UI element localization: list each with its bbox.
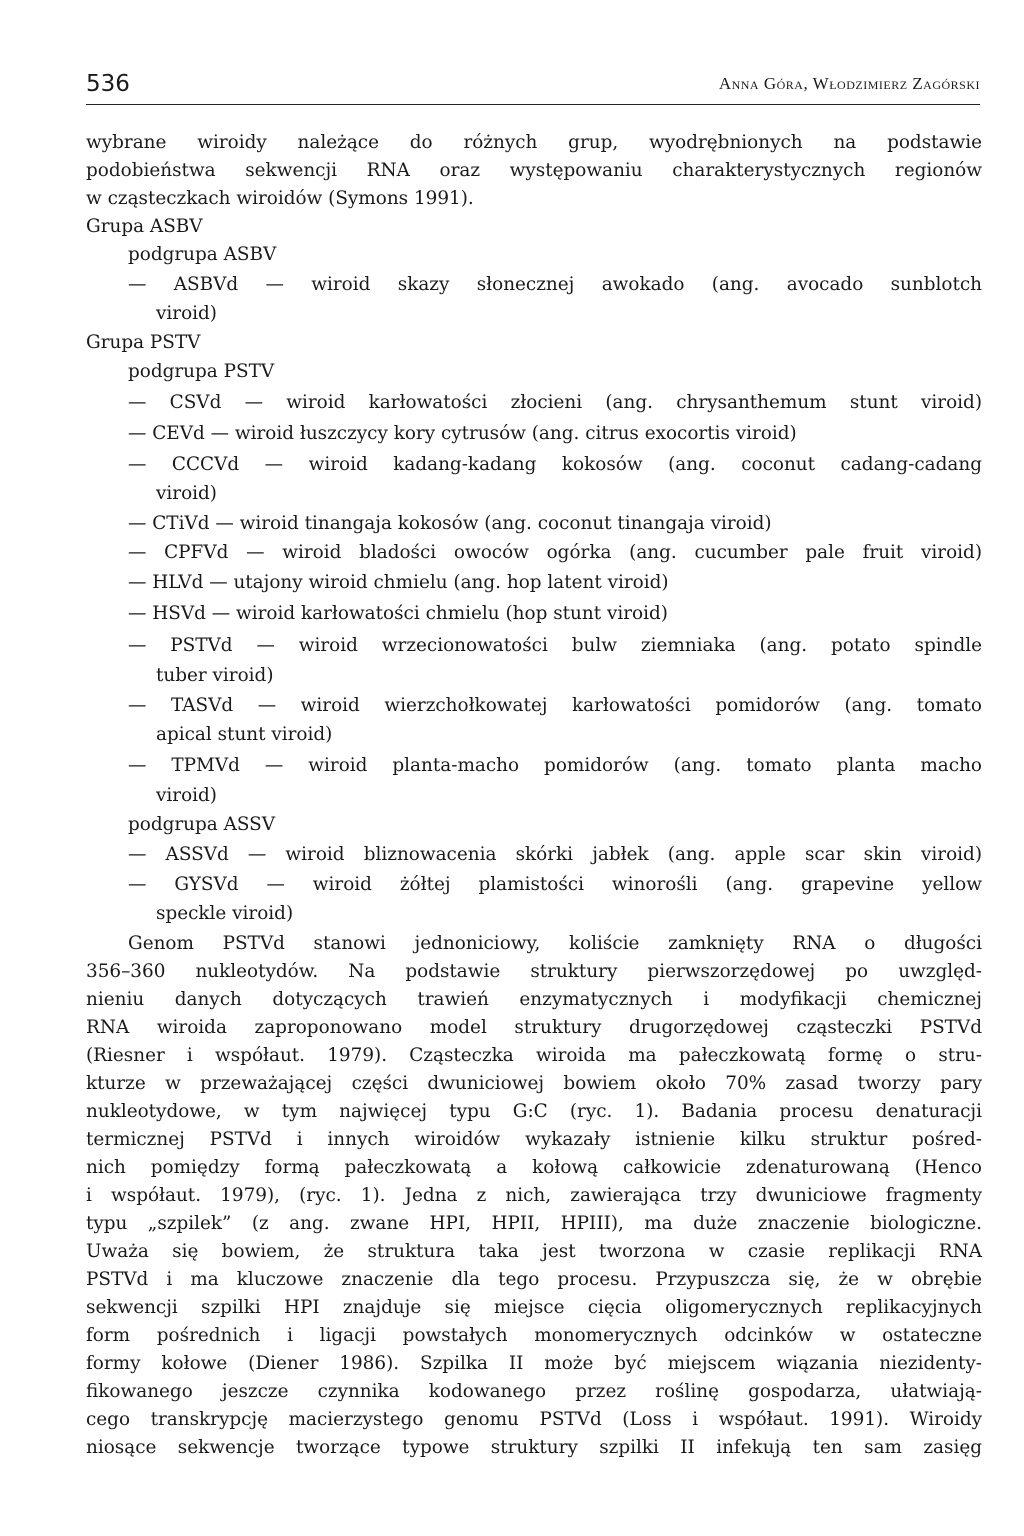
paragraph-line: niosące sekwencje tworzące typowe struktury szpilki II infekują ten sam zasięg <box>86 1437 982 1458</box>
paragraph-line: sekwencji szpilki HPI znajduje się miejsce cięcia oligomerycznych replikacyjnych <box>86 1297 982 1318</box>
paragraph-line: Genom PSTVd stanowi jednoniciowy, koliście zamknięty RNA o długości <box>128 933 982 954</box>
paragraph-line: PSTVd i ma kluczowe znaczenie dla tego procesu. Przypuszcza się, że w obrębie <box>86 1269 982 1290</box>
running-head-authors: Anna Góra, Włodzimierz Zagórski <box>718 74 980 93</box>
viroid-entry-cont: viroid) <box>156 303 217 324</box>
paragraph-line: nukleotydowe, w tym najwięcej typu G:C (ryc. 1). Badania procesu denaturacji <box>86 1101 982 1122</box>
viroid-entry: — CCCVd — wiroid kadang-kadang kokosów (ang. coconut cadang-cadang <box>128 454 982 475</box>
viroid-entry: — CPFVd — wiroid bladości owoców ogórka (ang. cucumber pale fruit viroid) <box>128 542 982 563</box>
running-header <box>86 70 980 105</box>
viroid-entry-cont: speckle viroid) <box>156 903 294 924</box>
viroid-entry-cont: viroid) <box>156 785 217 806</box>
viroid-entry-cont: apical stunt viroid) <box>156 724 333 745</box>
paragraph-line: nich pomiędzy formą pałeczkowatą a kołową całkowicie zdenaturowaną (Henco <box>86 1157 982 1178</box>
subgroup-heading: podgrupa ASBV <box>128 244 277 265</box>
text-line: wybrane wiroidy należące do różnych grup, wyodrębnionych na podstawie <box>86 132 982 153</box>
viroid-entry: — HSVd — wiroid karłowatości chmielu (hop stunt viroid) <box>128 603 668 624</box>
paragraph-line: termicznej PSTVd i innych wiroidów wykazały istnienie kilku struktur pośred- <box>86 1129 982 1150</box>
viroid-entry: — PSTVd — wiroid wrzecionowatości bulw ziemniaka (ang. potato spindle <box>128 635 982 656</box>
paragraph-line: 356–360 nukleotydów. Na podstawie struktury pierwszorzędowej po uwzględ- <box>86 961 982 982</box>
viroid-entry: — CEVd — wiroid łuszczycy kory cytrusów (ang. citrus exocortis viroid) <box>128 423 797 444</box>
paragraph-line: kturze w przeważającej części dwuniciowej bowiem około 70% zasad tworzy pary <box>86 1073 982 1094</box>
text-line: podobieństwa sekwencji RNA oraz występowaniu charakterystycznych regionów <box>86 160 982 181</box>
viroid-entry: — HLVd — utajony wiroid chmielu (ang. hop latent viroid) <box>128 572 669 593</box>
paragraph-line: (Riesner i współaut. 1979). Cząsteczka wiroida ma pałeczkowatą formę o stru- <box>86 1045 982 1066</box>
paragraph-line: RNA wiroida zaproponowano model struktury drugorzędowej cząsteczki PSTVd <box>86 1017 982 1038</box>
group-heading: Grupa ASBV <box>86 216 203 237</box>
text-line: w cząsteczkach wiroidów (Symons 1991). <box>86 188 474 209</box>
viroid-entry: — ASBVd — wiroid skazy słonecznej awokado (ang. avocado sunblotch <box>128 274 982 295</box>
paragraph-line: typu „szpilek” (z ang. zwane HPI, HPII, HPIII), ma duże znaczenie biologiczne. <box>86 1213 982 1234</box>
viroid-entry: — TASVd — wiroid wierzchołkowatej karłowatości pomidorów (ang. tomato <box>128 695 982 716</box>
subgroup-heading: podgrupa ASSV <box>128 814 276 835</box>
subgroup-heading: podgrupa PSTV <box>128 361 275 382</box>
group-heading: Grupa PSTV <box>86 332 201 353</box>
page-number: 536 <box>86 71 130 97</box>
viroid-entry: — GYSVd — wiroid żółtej plamistości winorośli (ang. grapevine yellow <box>128 874 982 895</box>
paragraph-line: Uważa się bowiem, że struktura taka jest tworzona w czasie replikacji RNA <box>86 1241 982 1262</box>
viroid-entry: — CSVd — wiroid karłowatości złocieni (ang. chrysanthemum stunt viroid) <box>128 392 982 413</box>
viroid-entry: — ASSVd — wiroid bliznowacenia skórki jabłek (ang. apple scar skin viroid) <box>128 844 982 865</box>
paragraph-line: i współaut. 1979), (ryc. 1). Jedna z nich, zawierająca trzy dwuniciowe fragmenty <box>86 1185 982 1206</box>
viroid-entry-cont: tuber viroid) <box>156 665 274 686</box>
viroid-entry-cont: viroid) <box>156 483 217 504</box>
viroid-entry: — CTiVd — wiroid tinangaja kokosów (ang. coconut tinangaja viroid) <box>128 513 772 534</box>
paragraph-line: cego transkrypcję macierzystego genomu PSTVd (Loss i współaut. 1991). Wiroidy <box>86 1409 982 1430</box>
viroid-entry: — TPMVd — wiroid planta-macho pomidorów (ang. tomato planta macho <box>128 755 982 776</box>
paragraph-line: formy kołowe (Diener 1986). Szpilka II może być miejscem wiązania niezidenty- <box>86 1353 982 1374</box>
paragraph-line: fikowanego jeszcze czynnika kodowanego przez roślinę gospodarza, ułatwiają- <box>86 1381 982 1402</box>
paragraph-line: nieniu danych dotyczących trawień enzymatycznych i modyfikacji chemicznej <box>86 989 982 1010</box>
paragraph-line: form pośrednich i ligacji powstałych monomerycznych odcinków w ostateczne <box>86 1325 982 1346</box>
